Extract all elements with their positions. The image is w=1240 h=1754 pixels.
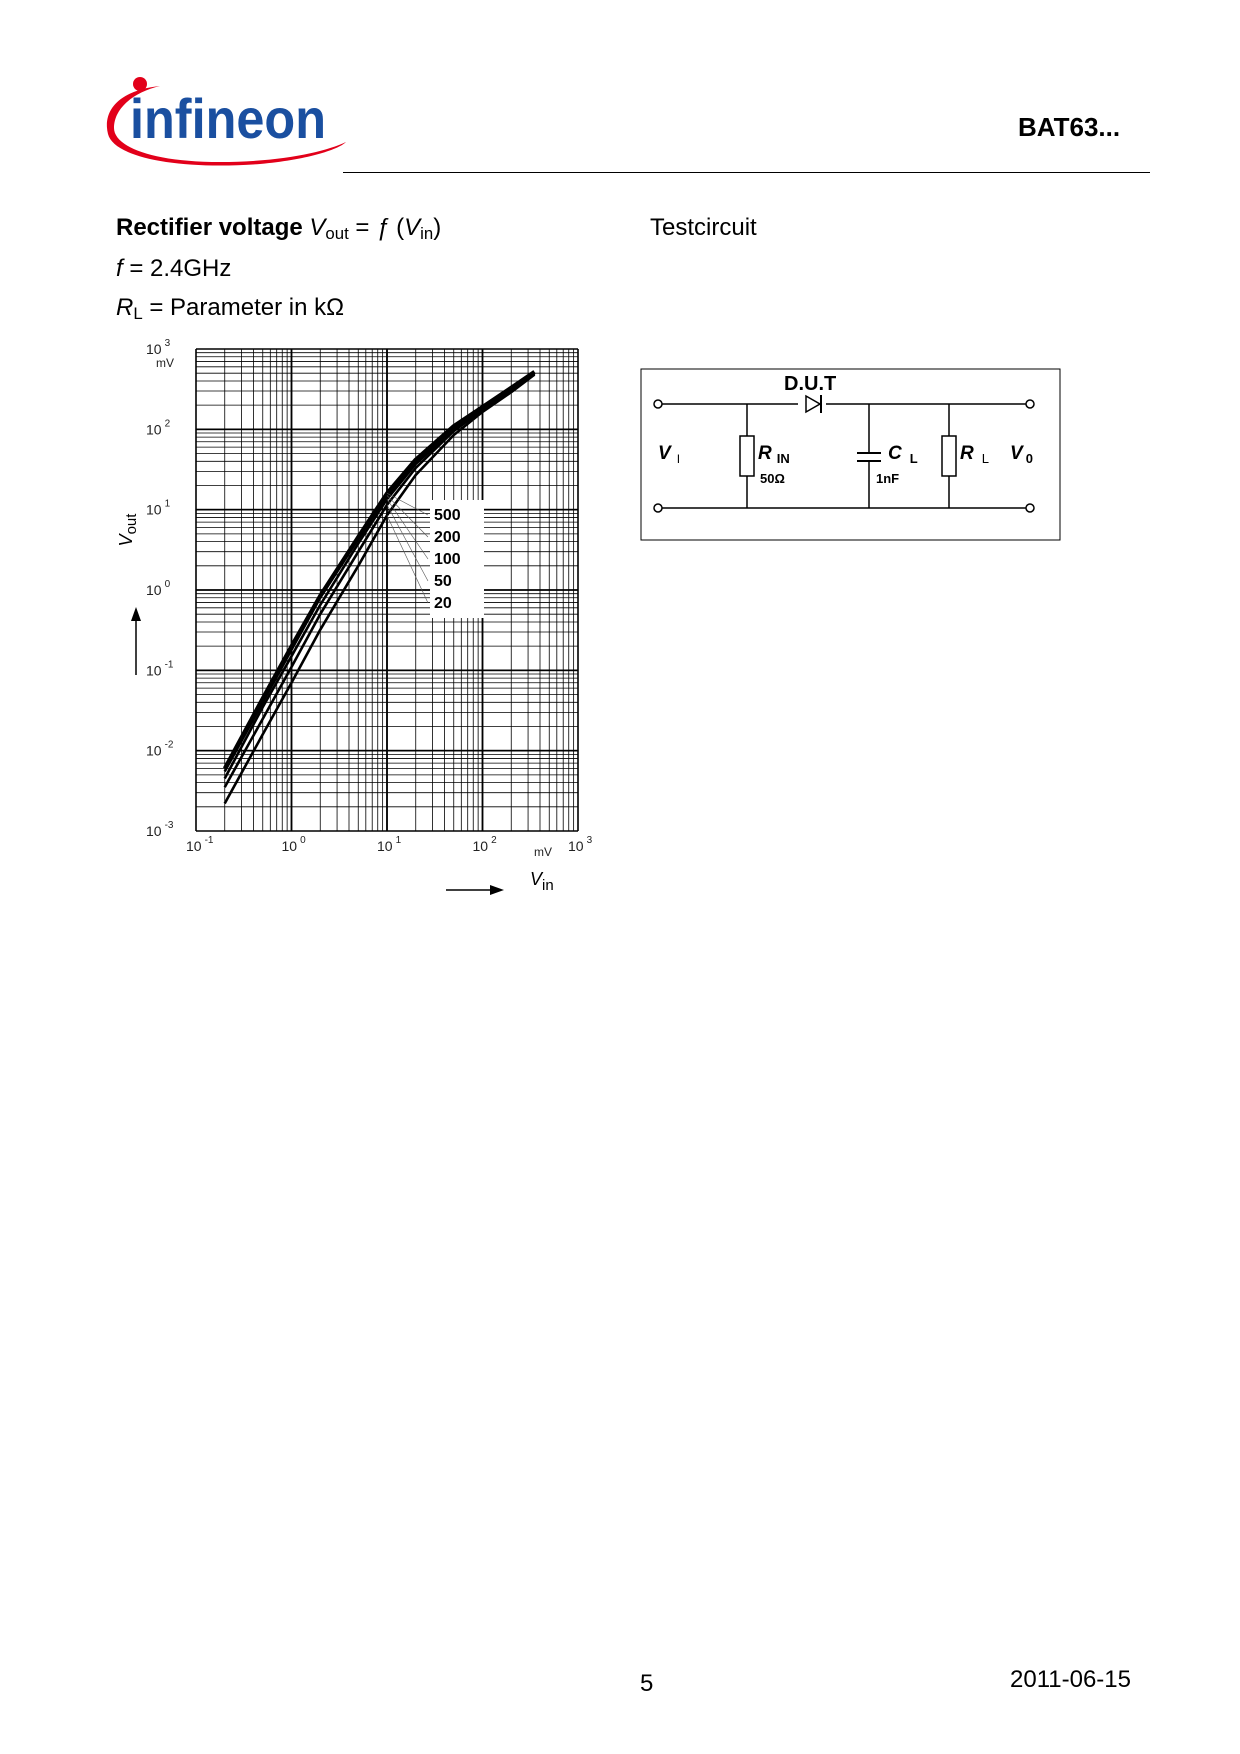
part-number: BAT63... <box>1018 112 1121 142</box>
y-axis-label-var: V <box>116 534 136 547</box>
y-tick-exponent: 2 <box>164 418 171 430</box>
y-tick-label: 10 $^{-2}$ <box>146 739 174 759</box>
y-tick-label: 10 $^3$ <box>146 338 171 357</box>
frequency-var: f <box>116 255 123 282</box>
x-tick-exponent: 3 <box>586 835 593 846</box>
vi-label-sub: I <box>676 452 681 466</box>
y-axis-arrow <box>131 607 141 675</box>
rin-label-sub: IN <box>776 451 790 466</box>
cl-value: 1nF <box>876 471 900 486</box>
y-tick-label: 10 $^{-1}$ <box>146 659 174 679</box>
y-axis-label-sub: out <box>123 513 140 535</box>
y-tick-exponent: -2 <box>164 739 174 751</box>
y-tick-exponent: 3 <box>164 338 171 349</box>
chart-title-eq: = <box>348 214 377 241</box>
rl-var: R <box>116 294 134 321</box>
series-line-500 <box>225 372 535 769</box>
chart-ticks <box>146 338 593 854</box>
y-tick-label: 10 $^0$ <box>146 579 171 598</box>
x-tick-label: 10 $^{-1}$ <box>186 835 214 854</box>
rl-label <box>960 443 989 466</box>
chart-title-open: ( <box>389 214 405 241</box>
rectifier-voltage-chart <box>110 335 630 915</box>
y-tick-label: 10 $^2$ <box>146 418 171 438</box>
y-tick-label: 10 $^1$ <box>146 498 171 518</box>
logo-text: infineon <box>130 87 326 150</box>
x-unit-label: mV <box>534 845 552 859</box>
y-tick-exponent: 1 <box>164 498 171 510</box>
cl-label <box>888 443 918 466</box>
chart-title-bold: Rectifier voltage <box>116 214 303 241</box>
rl-parameter-line <box>116 294 344 324</box>
vo-label-sub: 0 <box>1025 451 1033 466</box>
resistor-rin <box>740 436 754 476</box>
frequency-value: = 2.4GHz <box>122 255 232 282</box>
page-number: 5 <box>640 1670 654 1697</box>
test-circuit-diagram <box>640 368 1065 546</box>
dut-label: D.U.T <box>784 373 837 395</box>
y-unit-label: mV <box>156 356 174 370</box>
chart-title-arg: V <box>404 214 421 241</box>
capacitor-cl <box>857 453 881 461</box>
legend-label-200: 200 <box>434 529 461 546</box>
vi-label <box>658 443 680 466</box>
rin-value: 50Ω <box>760 471 785 486</box>
rl-parameter-text: = Parameter in kΩ <box>142 294 345 321</box>
rin-label-var: R <box>758 443 772 464</box>
infineon-logo <box>100 68 350 178</box>
vo-label <box>1010 443 1033 466</box>
cl-label-sub: L <box>909 451 918 466</box>
resistor-rl <box>942 436 956 476</box>
terminal-vi-bottom <box>654 504 662 512</box>
circuit-title: Testcircuit <box>650 214 757 241</box>
legend-label-100: 100 <box>434 551 461 568</box>
terminal-vi-top <box>654 400 662 408</box>
legend-label-500: 500 <box>434 507 461 524</box>
chart-series-group <box>225 372 535 804</box>
cl-label-var: C <box>888 443 902 464</box>
terminal-vo-bottom <box>1026 504 1034 512</box>
y-axis-label <box>116 513 140 547</box>
rl-label-var: R <box>960 443 974 464</box>
chart-title-func: ƒ <box>376 214 390 241</box>
header-rule <box>343 172 1150 173</box>
chart-title-close: ) <box>433 214 442 241</box>
x-axis-label-sub: in <box>542 877 554 894</box>
x-tick-label: 10 $^1$ <box>377 835 402 854</box>
series-line-20 <box>225 375 535 804</box>
vo-label-var: V <box>1010 443 1023 464</box>
chart-title-var: V <box>309 214 326 241</box>
svg-text:Vout <box>116 513 140 547</box>
y-tick-exponent: -3 <box>164 820 174 831</box>
chart-grid <box>196 349 578 831</box>
page-date: 2011-06-15 <box>1010 1666 1131 1693</box>
x-tick-label: 10 $^0$ <box>281 835 306 854</box>
chart-title-arg-sub: in <box>420 224 434 243</box>
vi-label-var: V <box>658 443 671 464</box>
y-tick-exponent: 0 <box>164 579 171 590</box>
y-tick-label: 10 $^{-3}$ <box>146 820 174 839</box>
series-line-200 <box>225 373 535 772</box>
frequency-line <box>116 255 231 283</box>
chart-title-var-sub: out <box>325 224 349 243</box>
series-line-50 <box>225 374 535 787</box>
x-tick-exponent: 2 <box>491 835 497 846</box>
x-tick-exponent: 1 <box>395 835 402 846</box>
y-tick-exponent: -1 <box>164 659 174 671</box>
x-axis-label <box>530 869 554 894</box>
legend-label-50: 50 <box>434 573 452 590</box>
x-tick-exponent: 0 <box>300 835 306 846</box>
x-axis-arrow <box>446 885 504 895</box>
rl-label-sub: L <box>981 451 989 466</box>
rl-var-sub: L <box>133 304 143 323</box>
legend-label-20: 20 <box>434 595 452 612</box>
circuit-frame <box>641 369 1060 540</box>
rin-label <box>758 443 790 466</box>
x-tick-exponent: -1 <box>204 835 214 846</box>
x-tick-label: 10 $^3$ <box>568 835 593 854</box>
chart-title <box>116 214 441 244</box>
diode-symbol <box>806 395 821 413</box>
chart-legend <box>387 493 484 618</box>
legend-leader-500 <box>387 493 428 515</box>
x-axis-label-var: V <box>530 869 543 889</box>
terminal-vo-top <box>1026 400 1034 408</box>
x-tick-label: 10 $^2$ <box>472 835 497 854</box>
